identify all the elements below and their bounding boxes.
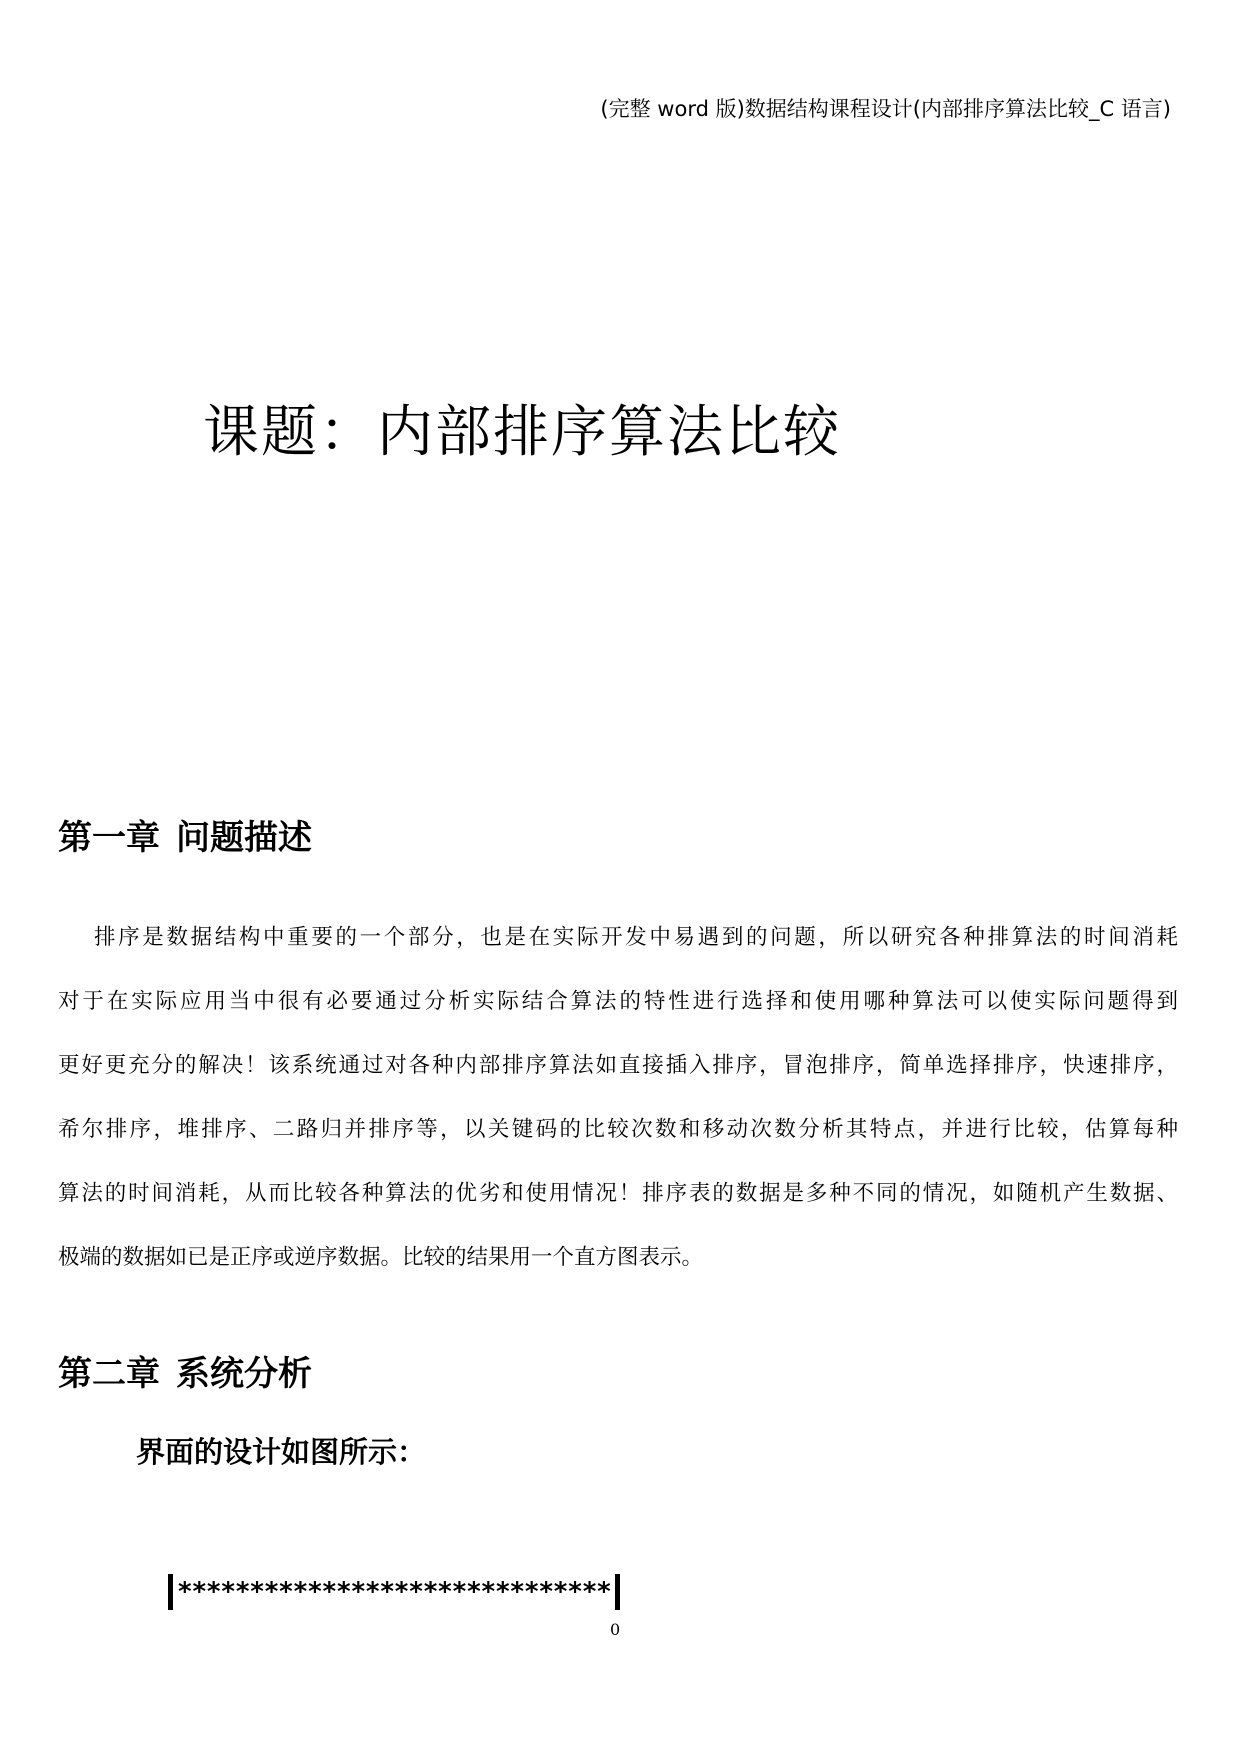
chapter-2-name: 系统分析 <box>176 1354 312 1394</box>
banner-right-bar <box>615 1574 620 1610</box>
running-header: (完整 word 版)数据结构课程设计(内部排序算法比较_C 语言) <box>600 97 1171 121</box>
chapter-1-body <box>58 906 1178 1290</box>
page-number: 0 <box>610 1620 621 1639</box>
body-line: 更好更充分的解决！该系统通过对各种内部排序算法如直接插入排序，冒泡排序，简单选择排序，快速排序， <box>58 1053 1178 1078</box>
interface-design-subheading: 界面的设计如图所示： <box>136 1435 427 1469</box>
chapter-2-number: 第二章 <box>58 1354 160 1394</box>
chapter-1-name: 问题描述 <box>176 818 312 858</box>
document-title: 课题：内部排序算法比较 <box>203 400 841 465</box>
body-line: 算法的时间消耗，从而比较各种算法的优劣和使用情况！排序表的数据是多种不同的情况，如随机产生数据、 <box>58 1181 1178 1206</box>
menu-border-banner <box>168 1572 620 1612</box>
banner-stars: ****************************** <box>177 1577 611 1607</box>
chapter-2-heading <box>58 1352 312 1396</box>
body-line: 极端的数据如已是正序或逆序数据。比较的结果用一个直方图表示。 <box>58 1245 704 1270</box>
chapter-1-number: 第一章 <box>58 818 160 858</box>
body-line: 排序是数据结构中重要的一个部分，也是在实际开发中易遇到的问题，所以研究各种排算法的时间消耗 <box>94 925 1178 950</box>
chapter-1-heading <box>58 816 312 860</box>
body-line: 对于在实际应用当中很有必要通过分析实际结合算法的特性进行选择和使用哪种算法可以使实际问题得到 <box>58 989 1178 1014</box>
body-line: 希尔排序，堆排序、二路归并排序等，以关键码的比较次数和移动次数分析其特点，并进行比较，估算每种 <box>58 1117 1178 1142</box>
